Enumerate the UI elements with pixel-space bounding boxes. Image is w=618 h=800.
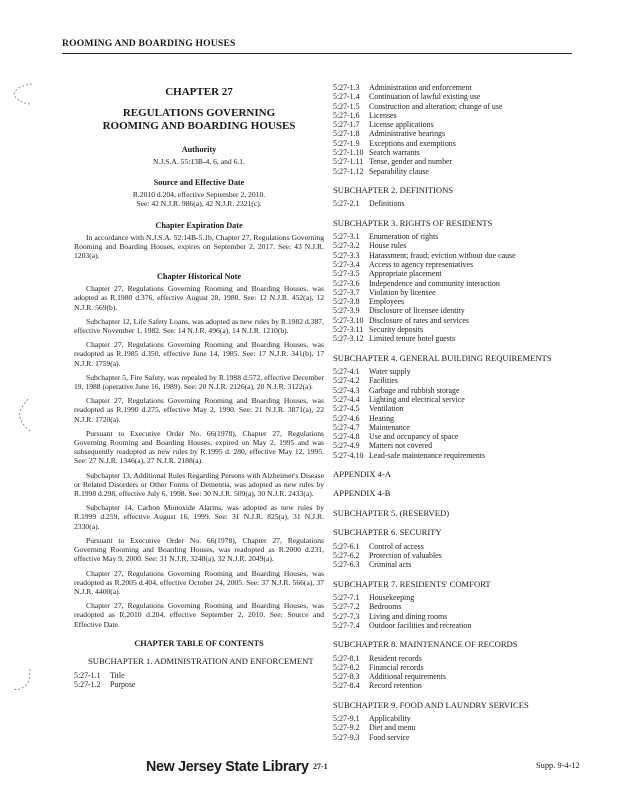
section-entry <box>333 723 583 732</box>
section-number: 5:27-1.3 <box>333 83 360 92</box>
section-title: Food service <box>369 732 410 742</box>
section-number: 5:27-1.8 <box>333 129 360 139</box>
history-paragraph: Subchapter 5, Fire Safety, was repealed by R.1988 d.572, effective December 19, 1988 (operative June 16, 1989). See: 20 N.J.R. 2126(a), 20 N.J.R. 3122(a). <box>74 372 324 392</box>
section-title: Limited tenure hotel guests <box>369 334 456 344</box>
section-number: 5:27-9.2 <box>333 723 360 733</box>
appendix-heading: APPENDIX 4-A <box>333 469 392 480</box>
section-number: 5:27-1.2 <box>74 680 101 690</box>
source-heading: Source and Effective Date <box>153 178 245 188</box>
section-entry <box>333 681 583 690</box>
section-entry <box>333 111 583 120</box>
section-entry <box>333 612 583 621</box>
section-title: Record retention <box>369 681 422 691</box>
section-entry <box>333 279 583 288</box>
section-title: Maintenance <box>369 422 410 432</box>
section-list <box>333 232 583 344</box>
section-number: 5:27-3.8 <box>333 297 360 307</box>
section-title: License applications <box>369 120 434 130</box>
history-paragraph: Chapter 27, Regulations Governing Rooming and Boarding Houses, was adopted as R.1980 d.376, effective August 28, 1980. See: 12 N.J.R. 452(a), 12 N.J.R. 569(b). <box>74 284 324 312</box>
section-number: 5:27-1.5 <box>333 101 360 111</box>
section-entry <box>333 621 583 630</box>
section-number: 5:27-1.7 <box>333 120 360 130</box>
subchapter-heading: SUBCHAPTER 2. DEFINITIONS <box>333 184 454 195</box>
section-entry <box>333 139 583 148</box>
subchapter-heading: SUBCHAPTER 5. (RESERVED) <box>333 507 450 518</box>
section-entry <box>333 269 583 278</box>
library-stamp: New Jersey State Library <box>146 758 309 775</box>
section-number: 5:27-4.7 <box>333 422 360 432</box>
section-number: 5:27-3.12 <box>333 334 364 344</box>
section-title: Use and occupancy of space <box>369 432 459 442</box>
section-number: 5:27-4.6 <box>333 413 360 423</box>
history-paragraph: Pursuant to Executive Order No. 66(1978), Chapter 27, Regulations Governing Rooming and Boarding Houses, expired on May 2, 1995 and was subsequently readopted as new rules by R.1995 d. 280, effective May 12, 1995. See: 27 N.J.R. 1346(a), 27 N.J.R. 2188(a). <box>74 428 324 466</box>
section-entry <box>333 441 583 450</box>
section-number: 5:27-8.1 <box>333 653 360 663</box>
section-number: 5:27-1.10 <box>333 148 364 158</box>
section-list <box>333 593 583 630</box>
section-number: 5:27-4.9 <box>333 441 360 451</box>
section-title: Housekeeping <box>369 592 415 602</box>
section-number: 5:27-3.3 <box>333 250 360 260</box>
section-entry <box>333 386 583 395</box>
section-number: 5:27-1.4 <box>333 92 360 102</box>
section-entry <box>333 129 583 138</box>
section-number: 5:27-4.3 <box>333 385 360 395</box>
section-list <box>333 83 583 176</box>
source-line-1: R.2010 d.204, effective September 2, 2010. <box>132 190 266 200</box>
section-number: 5:27-3.6 <box>333 278 360 288</box>
subchapter-heading: SUBCHAPTER 7. RESIDENTS' COMFORT <box>333 578 491 589</box>
section-number: 5:27-3.1 <box>333 232 360 242</box>
section-entry <box>333 432 583 441</box>
section-number: 5:27-3.5 <box>333 269 360 279</box>
section-entry <box>333 306 583 315</box>
section-title: Enumeration of rights <box>369 232 439 242</box>
section-number: 5:27-1.11 <box>333 157 364 167</box>
section-entry <box>333 120 583 129</box>
section-number: 5:27-7.1 <box>333 592 360 602</box>
section-entry <box>333 654 583 663</box>
section-title: Diet and menu <box>369 723 416 733</box>
section-entry <box>333 167 583 176</box>
section-entry <box>74 671 324 680</box>
appendix-heading: APPENDIX 4-B <box>333 488 391 499</box>
section-title: Search warrants <box>369 148 420 158</box>
section-entry <box>333 560 583 569</box>
section-title: Matters not covered <box>369 441 433 451</box>
section-number: 5:27-8.3 <box>333 672 360 682</box>
running-header: ROOMING AND BOARDING HOUSES <box>62 38 236 49</box>
section-number: 5:27-3.7 <box>333 287 360 297</box>
section-number: 5:27-8.2 <box>333 662 360 672</box>
history-heading: Chapter Historical Note <box>157 272 241 282</box>
section-number: 5:27-4.10 <box>333 450 364 460</box>
section-entry <box>333 672 583 681</box>
section-title: Continuation of lawful existing use <box>369 92 481 102</box>
section-entry <box>333 714 583 723</box>
section-number: 5:27-7.4 <box>333 620 360 630</box>
section-title: Financial records <box>369 662 424 672</box>
section-number: 5:27-3.11 <box>333 325 364 335</box>
section-title: Definitions <box>369 199 405 209</box>
toc-heading: CHAPTER TABLE OF CONTENTS <box>134 638 264 648</box>
section-entry <box>333 451 583 460</box>
section-list <box>333 367 583 460</box>
section-number: 5:27-9.1 <box>333 714 360 724</box>
punch-mark-top <box>6 80 36 108</box>
section-title: Employees <box>369 297 405 307</box>
punch-mark-middle <box>6 395 36 435</box>
section-title: Licenses <box>369 110 397 120</box>
section-title: House rules <box>369 241 407 251</box>
section-entry <box>333 288 583 297</box>
section-number: 5:27-9.3 <box>333 732 360 742</box>
subchapter-heading: SUBCHAPTER 9. FOOD AND LAUNDRY SERVICES <box>333 699 529 710</box>
section-title: Tense, gender and number <box>369 157 453 167</box>
section-title: Appropriate placement <box>369 269 442 279</box>
subchapter-heading: SUBCHAPTER 6. SECURITY <box>333 527 442 538</box>
section-number: 5:27-3.10 <box>333 315 364 325</box>
section-entry <box>333 325 583 334</box>
section-entry <box>333 367 583 376</box>
section-entry <box>333 423 583 432</box>
section-list <box>74 671 324 690</box>
section-entry <box>333 334 583 343</box>
section-number: 5:27-3.2 <box>333 241 360 251</box>
section-number: 5:27-3.9 <box>333 306 360 316</box>
page-number: 27-1 <box>313 762 328 771</box>
section-entry <box>333 593 583 602</box>
section-title: Water supply <box>369 367 411 377</box>
section-title: Criminal acts <box>369 560 412 570</box>
expiration-heading: Chapter Expiration Date <box>155 220 243 230</box>
section-title: Disclosure of licensee identity <box>369 306 465 316</box>
section-number: 5:27-6.3 <box>333 560 360 570</box>
section-entry <box>333 92 583 101</box>
section-entry <box>333 241 583 250</box>
history-paragraph: Subchapter 12, Life Safety Loans, was adopted as new rules by R.1982 d.387, effective November 1, 1982. See: 14 N.J.R. 496(a), 14 N.J.R. 1210(b). <box>74 316 324 336</box>
supplement-date: Supp. 9-4-12 <box>536 761 580 770</box>
section-list <box>333 714 583 742</box>
section-number: 5:27-7.3 <box>333 611 360 621</box>
section-entry <box>333 260 583 269</box>
history-paragraph: Chapter 27, Regulations Governing Rooming and Boarding Houses, was readopted as R.2010 d.204, effective September 2, 2010. See: Source and Effective Date. <box>74 601 324 629</box>
section-entry <box>333 602 583 611</box>
subchapter-heading: SUBCHAPTER 3. RIGHTS OF RESIDENTS <box>333 217 493 228</box>
section-number: 5:27-8.4 <box>333 681 360 691</box>
section-list <box>333 654 583 691</box>
section-entry <box>333 414 583 423</box>
authority-text: N.J.S.A. 55:13B-4, 6, and 6.1. <box>153 157 245 166</box>
section-title: Independence and community interaction <box>369 278 500 288</box>
section-number: 5:27-1.9 <box>333 138 360 148</box>
section-title: Control of access <box>369 541 424 551</box>
section-list <box>333 199 583 208</box>
section-entry <box>333 148 583 157</box>
left-column <box>74 80 324 699</box>
section-title: Construction and alteration; change of use <box>369 101 503 111</box>
source-line-2: See: 42 N.J.R. 986(a), 42 N.J.R. 2321(c). <box>136 199 262 209</box>
section-number: 5:27-3.4 <box>333 259 360 269</box>
section-title: Harassment; fraud; eviction without due cause <box>369 250 516 260</box>
section-entry <box>74 680 324 689</box>
chapter-title: REGULATIONS GOVERNING ROOMING AND BOARDING HOUSES <box>102 107 296 132</box>
section-entry <box>333 297 583 306</box>
section-title: Title <box>110 671 125 681</box>
section-title: Disclosure of rates and services <box>369 315 469 325</box>
section-entry <box>333 102 583 111</box>
section-entry <box>333 316 583 325</box>
section-entry <box>333 83 583 92</box>
section-title: Outdoor facilities and recreation <box>369 620 472 630</box>
section-number: 5:27-4.8 <box>333 432 360 442</box>
section-title: Lead-safe maintenance requirements <box>369 450 486 460</box>
history-paragraph: Chapter 27, Regulations Governing Rooming and Boarding Houses, was readopted as R.2005 d.404, effective October 24, 2005. See: 37 N.J.R. 566(a), 37 N.J.R. 4400(a). <box>74 568 324 596</box>
section-entry <box>333 551 583 560</box>
right-column <box>333 83 583 751</box>
section-number: 5:27-2.1 <box>333 199 360 209</box>
header-rule <box>62 53 572 54</box>
section-number: 5:27-6.2 <box>333 550 360 560</box>
section-title: Additional requirements <box>369 672 446 682</box>
history-paragraph: Pursuant to Executive Order No. 66(1978), Chapter 27, Regulations Governing Rooming and Boarding Houses, was readopted as R.2000 d.231, effective May 9, 2000. See: 31 N.J.R. 3248(a), 32 N.J.R. 2049(a). <box>74 535 324 564</box>
section-number: 5:27-4.5 <box>333 404 360 414</box>
section-entry <box>333 663 583 672</box>
section-title: Access to agency representatives <box>369 259 474 269</box>
section-number: 5:27-4.1 <box>333 367 360 377</box>
section-entry <box>333 232 583 241</box>
section-title: Administration and enforcement <box>369 83 472 92</box>
section-title: Lighting and electrical service <box>369 394 465 404</box>
section-title: Purpose <box>110 680 136 690</box>
section-entry <box>333 404 583 413</box>
chapter-number: CHAPTER 27 <box>165 86 233 98</box>
section-title: Applicability <box>369 714 411 724</box>
section-title: Bedrooms <box>369 602 402 612</box>
subchapter-heading: SUBCHAPTER 8. MAINTENANCE OF RECORDS <box>333 639 518 650</box>
section-number: 5:27-1.6 <box>333 110 360 120</box>
section-title: Resident records <box>369 653 422 663</box>
section-title: Living and dining rooms <box>369 611 448 621</box>
section-list <box>333 542 583 570</box>
section-title: Protection of valuables <box>369 550 442 560</box>
punch-mark-bottom <box>6 665 36 695</box>
section-number: 5:27-4.4 <box>333 394 360 404</box>
section-number: 5:27-7.2 <box>333 602 360 612</box>
expiration-text: In accordance with N.J.S.A. 52:14B-5.1b, Chapter 27, Regulations Governing Rooming and Boarding Houses, expires on September 2, 2017. See: 43 N.J.R. 1203(a). <box>74 232 324 261</box>
section-entry <box>333 376 583 385</box>
authority-heading: Authority <box>181 145 217 154</box>
section-title: Exceptions and exemptions <box>369 138 456 148</box>
history-paragraph: Subchapter 13, Additional Rules Regarding Persons with Alzheimer's Disease or Related Disorders or Other Forms of Dementia, was adopted as new rules by R.1998 d.298, effective July 6, 1998. See: 30 N.J.R. 509(a), 30 N.J.R. 2433(a). <box>74 470 324 499</box>
section-number: 5:27-1.12 <box>333 166 364 176</box>
section-title: Heating <box>369 413 394 423</box>
section-entry <box>333 395 583 404</box>
subchapter-heading: SUBCHAPTER 4. GENERAL BUILDING REQUIREMENTS <box>333 352 552 363</box>
section-number: 5:27-6.1 <box>333 541 360 551</box>
history-paragraph: Chapter 27, Regulations Governing Rooming and Boarding Houses, was readopted as R.1990 d.275, effective May 2, 1990. See: 21 N.J.R. 3871(a), 22 N.J.R. 1720(a). <box>74 396 324 424</box>
section-title: Ventilation <box>369 404 404 414</box>
section-entry <box>333 199 583 208</box>
section-number: 5:27-4.2 <box>333 376 360 386</box>
section-entry <box>333 157 583 166</box>
history-paragraph: Subchapter 14, Carbon Monoxide Alarms, was adopted as new rules by R.1999 d.259, effective August 16, 1999. See: 31 N.J.R. 825(a), 31 N.J.R. 2330(a). <box>74 503 324 531</box>
section-title: Security deposits <box>369 325 424 335</box>
section-title: Violation by licensee <box>369 287 436 297</box>
subchapter-heading: SUBCHAPTER 1. ADMINISTRATION AND ENFORCEMENT <box>88 655 314 666</box>
section-number: 5:27-1.1 <box>74 671 101 681</box>
section-entry <box>333 733 583 742</box>
section-title: Garbage and rubbish storage <box>369 385 460 395</box>
history-paragraph: Chapter 27, Regulations Governing Rooming and Boarding Houses, was readopted as R.1985 d.350, effective June 14, 1985. See: 17 N.J.R. 341(b), 17 N.J.R. 1759(a). <box>74 340 324 368</box>
section-title: Separability clause <box>369 166 429 176</box>
section-entry <box>333 542 583 551</box>
section-title: Administrative hearings <box>369 129 446 139</box>
section-entry <box>333 251 583 260</box>
section-title: Facilities <box>369 376 398 386</box>
